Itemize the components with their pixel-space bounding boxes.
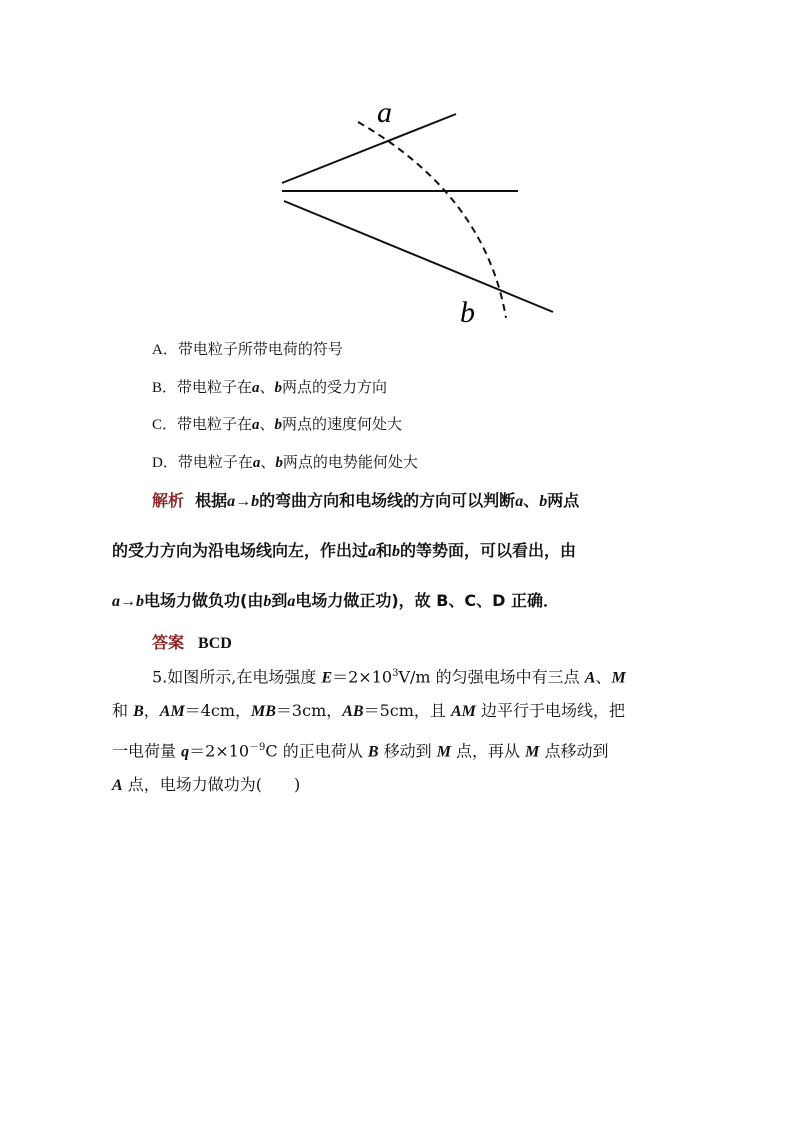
question-text: 点移动到 bbox=[539, 741, 609, 761]
explanation-line-1 bbox=[152, 488, 579, 511]
explanation-text: 和 bbox=[376, 541, 393, 560]
explanation-var: b bbox=[539, 493, 548, 510]
explanation-var: a bbox=[368, 543, 377, 560]
question-text: 一电荷量 bbox=[112, 741, 182, 761]
question-exponent: 3 bbox=[392, 668, 399, 679]
explanation-var: a bbox=[287, 593, 296, 610]
question-var: B bbox=[133, 703, 144, 720]
explanation-line-2 bbox=[112, 538, 576, 561]
explanation-text: 的等势面，可以看出，由 bbox=[400, 541, 577, 560]
question-var: M bbox=[611, 669, 626, 687]
option-text-part: 两点的受力方向 bbox=[282, 377, 388, 396]
explanation-text: 、 bbox=[523, 491, 540, 510]
field-line-figure bbox=[270, 90, 570, 330]
question-exponent: －9 bbox=[249, 742, 266, 753]
option-text-part: 带电粒子在 bbox=[177, 415, 253, 433]
answer-line bbox=[152, 630, 232, 653]
field-line-upper bbox=[282, 114, 456, 183]
question-text: ＝2×10 bbox=[332, 667, 393, 687]
option-text-part: 、 bbox=[259, 377, 275, 396]
explanation-text: 的弯曲方向和电场线的方向可以判断 bbox=[259, 491, 516, 510]
answer-tag: 答案 bbox=[152, 633, 185, 652]
option-var: a bbox=[252, 417, 260, 433]
explanation-text: 的受力方向为沿电场线向左，作出过 bbox=[112, 541, 369, 560]
option-text-part: 、 bbox=[259, 415, 275, 433]
question-var: B bbox=[367, 743, 379, 761]
option-text-part: 带电粒子在 bbox=[177, 377, 253, 396]
option-c bbox=[152, 415, 418, 434]
question-text: 和 bbox=[112, 701, 134, 720]
option-letter: A． bbox=[152, 342, 178, 358]
option-text-part: 两点的电势能何处大 bbox=[282, 452, 418, 471]
option-var: a bbox=[252, 379, 260, 396]
option-b bbox=[152, 378, 418, 397]
question-text: V/m 的匀强电场中有三点 bbox=[398, 667, 585, 687]
question-text: ＝4cm， bbox=[184, 701, 252, 720]
question-text: 边平行于电场线，把 bbox=[475, 701, 625, 720]
question-var: E bbox=[321, 669, 333, 687]
explanation-var: b bbox=[263, 593, 272, 610]
question-var: A bbox=[112, 777, 123, 794]
option-text: 带电粒子所带电荷的符号 bbox=[177, 340, 343, 358]
answer-value: BCD bbox=[198, 635, 232, 652]
question-line-4 bbox=[112, 775, 300, 796]
explanation-text: 两点 bbox=[547, 491, 580, 510]
option-var: a bbox=[252, 454, 261, 471]
question-text: ， bbox=[143, 701, 160, 720]
point-b-label: b bbox=[460, 296, 475, 329]
question-line-2 bbox=[112, 701, 625, 722]
question-text: C 的正电荷从 bbox=[265, 741, 368, 761]
question-text: ＝3cm， bbox=[275, 701, 343, 720]
question-text: 移动到 bbox=[378, 741, 437, 761]
question-line-1 bbox=[152, 664, 626, 688]
explanation-var: b bbox=[392, 543, 401, 560]
question-var: A bbox=[584, 669, 596, 687]
option-letter: C． bbox=[152, 417, 178, 433]
option-text-part: 、 bbox=[260, 452, 276, 471]
question-text: 点，电场力做功为( ) bbox=[122, 775, 301, 794]
question-text: ＝5cm，且 bbox=[363, 701, 451, 720]
answer-options bbox=[152, 340, 418, 490]
option-var: b bbox=[274, 417, 283, 433]
point-a-label: a bbox=[377, 96, 392, 129]
explanation-var: a→b bbox=[112, 593, 144, 610]
question-text: 、 bbox=[595, 667, 612, 687]
explanation-text: 电场力做正功)，故 B、C、D 正确． bbox=[295, 591, 560, 610]
question-text: ＝2×10 bbox=[189, 741, 250, 761]
question-var: q bbox=[181, 743, 190, 761]
field-line-lower bbox=[284, 201, 553, 312]
question-var: M bbox=[436, 743, 451, 761]
explanation-text: 根据 bbox=[195, 491, 228, 510]
option-a bbox=[152, 340, 418, 359]
question-var: MB bbox=[251, 703, 276, 720]
option-var: b bbox=[274, 379, 283, 396]
question-text: 点，再从 bbox=[450, 741, 526, 761]
option-var: b bbox=[275, 454, 283, 471]
option-d bbox=[152, 453, 418, 472]
option-letter: D． bbox=[152, 454, 178, 471]
explanation-var: a bbox=[515, 493, 524, 510]
option-letter: B． bbox=[152, 379, 178, 396]
question-var: AM bbox=[451, 703, 476, 720]
option-text-part: 带电粒子在 bbox=[177, 452, 253, 471]
question-line-3 bbox=[112, 738, 608, 762]
question-var: M bbox=[525, 743, 540, 761]
explanation-var: a→b bbox=[227, 493, 260, 510]
question-var: AB bbox=[342, 703, 364, 720]
question-text: 5.如图所示,在电场强度 bbox=[152, 667, 322, 687]
explanation-line-3 bbox=[112, 588, 559, 611]
explanation-tag: 解析 bbox=[152, 491, 185, 510]
question-var: AM bbox=[159, 703, 185, 720]
explanation-text: 到 bbox=[271, 591, 288, 610]
explanation-text: 电场力做负功(由 bbox=[144, 591, 264, 610]
field-line-diagram bbox=[270, 90, 570, 330]
particle-trajectory bbox=[358, 122, 506, 318]
option-text-part: 两点的速度何处大 bbox=[282, 415, 403, 433]
